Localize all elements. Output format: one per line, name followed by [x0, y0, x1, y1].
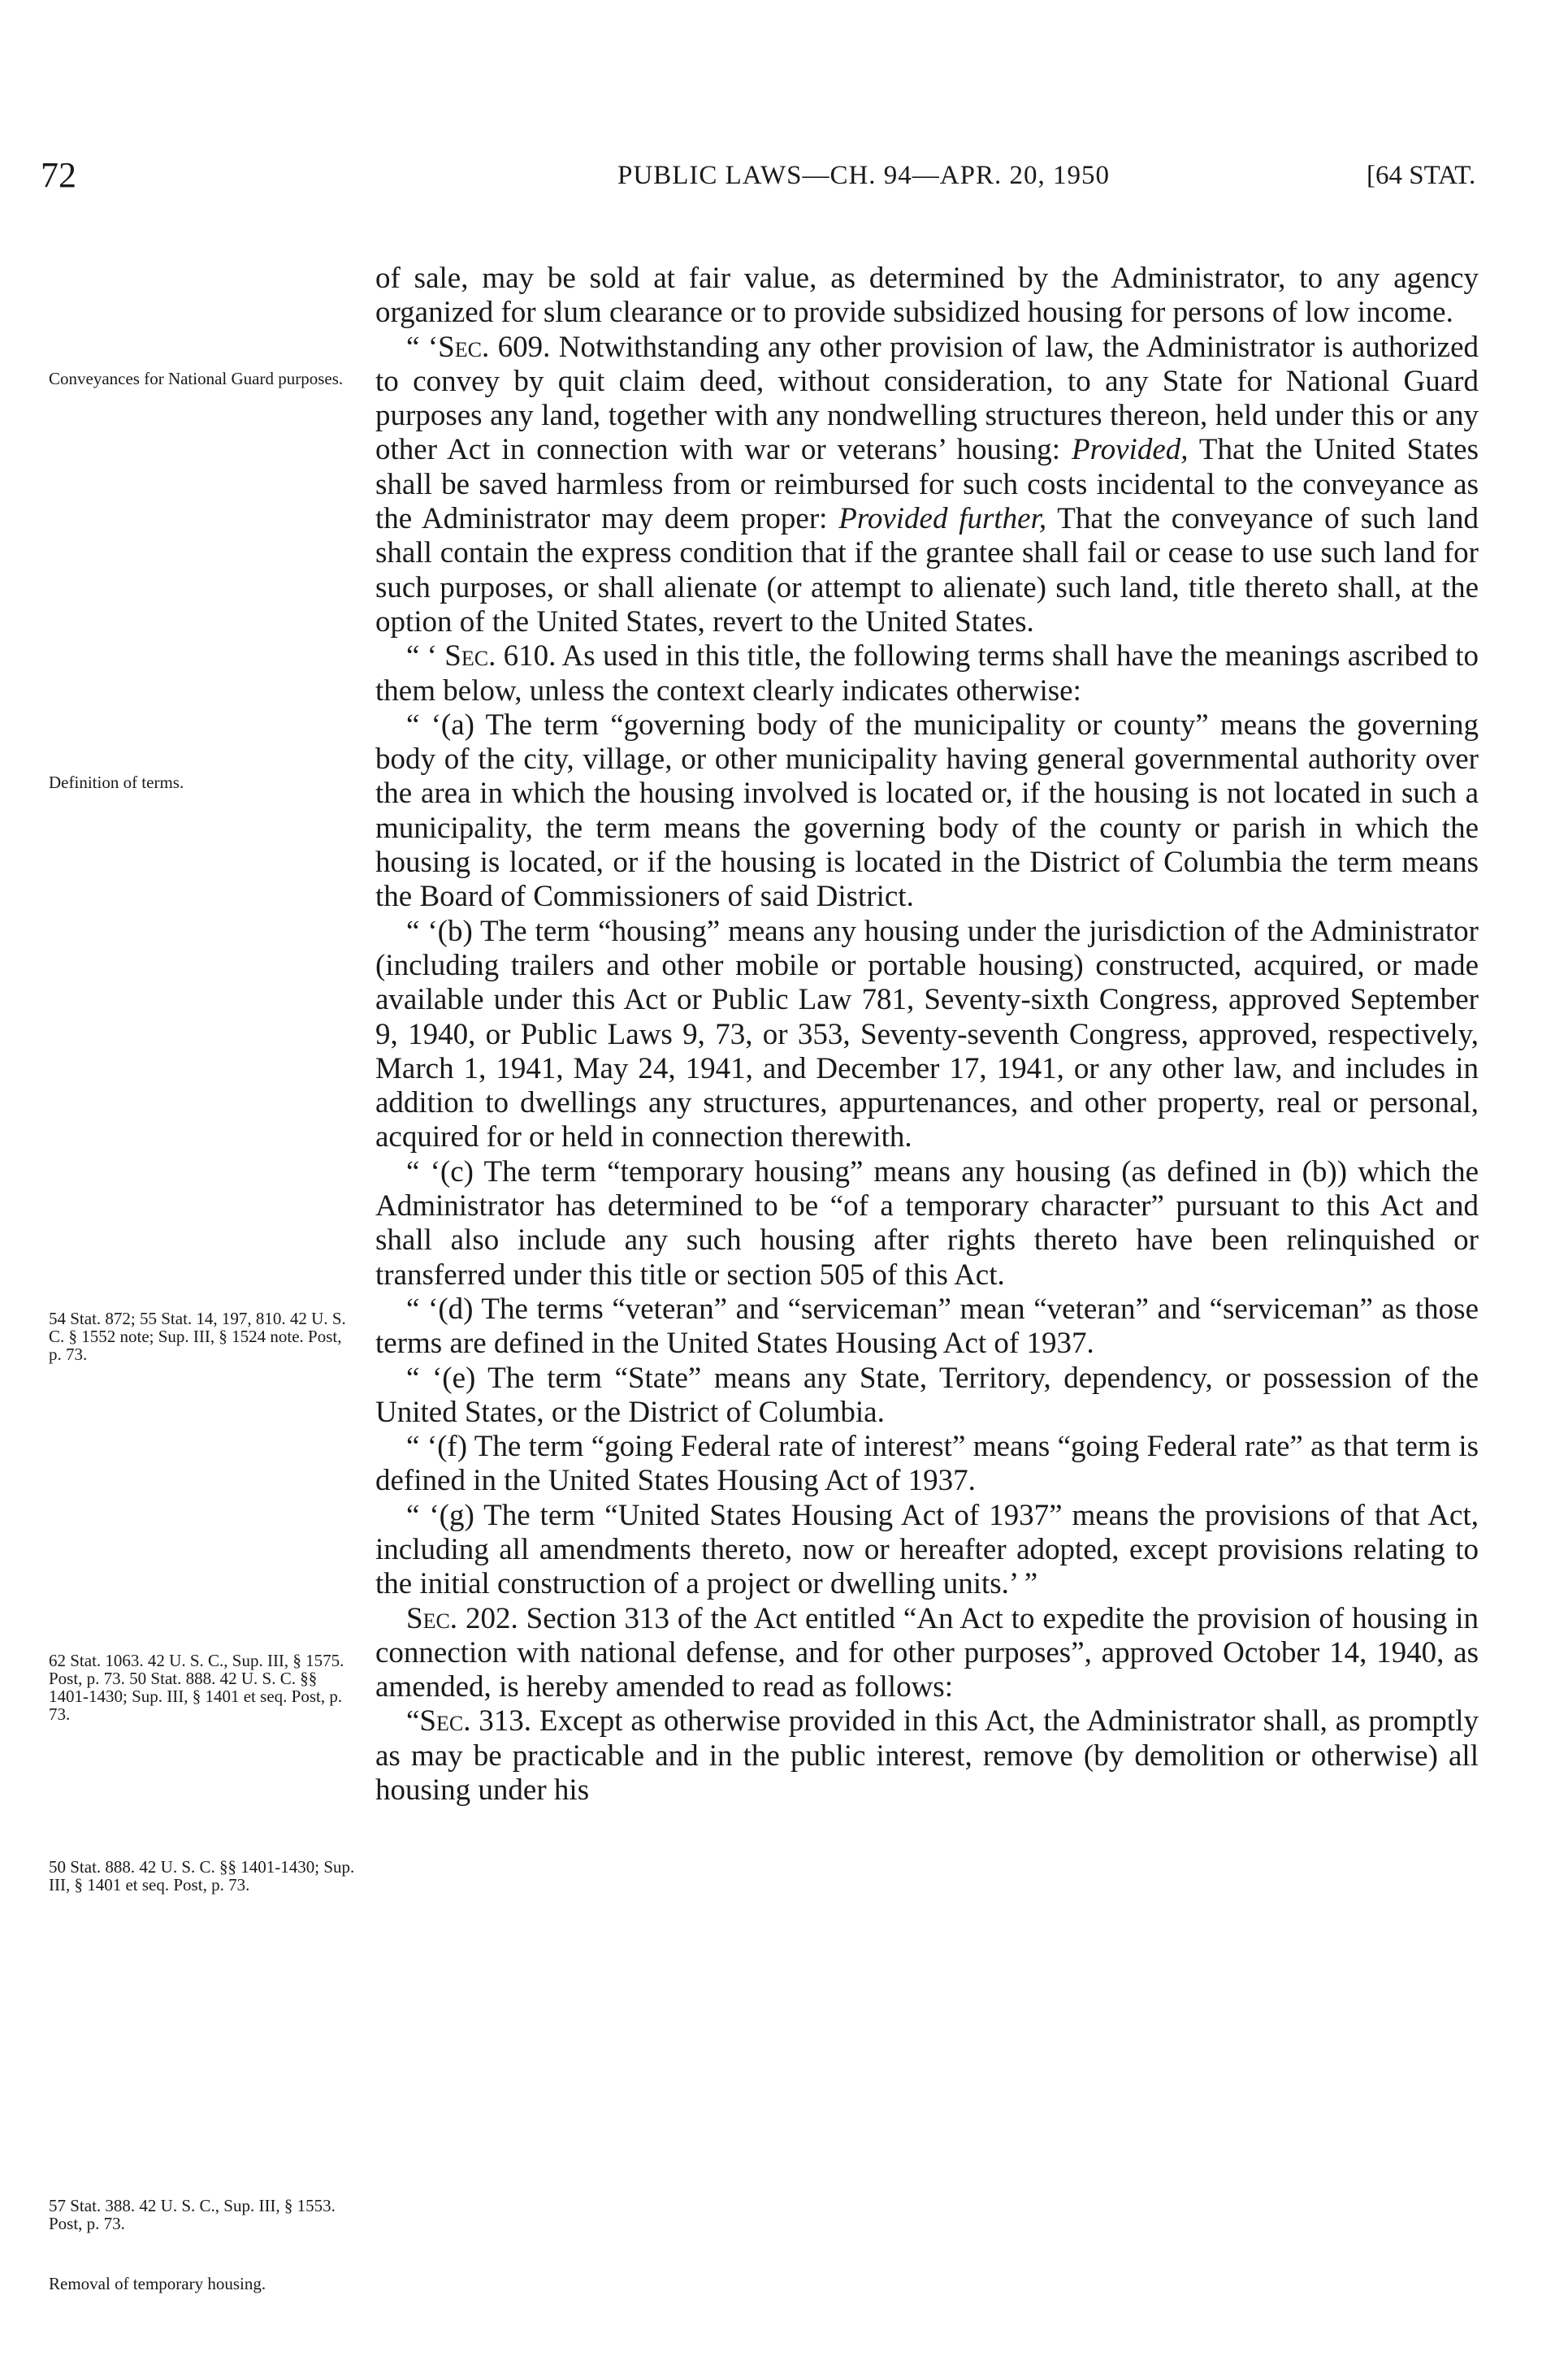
margin-note-removal: Removal of temporary housing.	[49, 2274, 266, 2293]
volume-reference: [64 STAT.	[1367, 161, 1476, 190]
section-610-text: As used in this title, the following terms shall have the meanings ascribed to them below, unless the context clearly indicates otherwise:	[375, 639, 1479, 708]
main-text	[375, 262, 1479, 1808]
definition-e: “ ‘(e) The term “State” means any State, Territory, dependency, or possession of the United States, or the District of Columbia.	[375, 1361, 1479, 1429]
section-610-label: “ ‘ Sec. 610.	[406, 639, 557, 673]
page-number: 72	[41, 155, 76, 195]
margin-note-citation-f: 50 Stat. 888. 42 U. S. C. §§ 1401-1430; Sup. III, § 1401 et seq. Post, p. 73.	[49, 1857, 355, 1895]
margin-note-citation-c: 62 Stat. 1063. 42 U. S. C., Sup. III, § 1575. Post, p. 73. 50 Stat. 888. 42 U. S. C. §§ 1401-1430; Sup. III, § 1401 et seq. Post, p. 73.	[49, 1651, 344, 1724]
definition-d: “ ‘(d) The terms “veteran” and “serviceman” mean “veteran” and “serviceman” as those terms are defined in the United States Housing Act of 1937.	[375, 1292, 1479, 1361]
margin-note-conveyances: Conveyances for National Guard purposes.	[49, 369, 344, 388]
section-202-label: Sec. 202.	[406, 1601, 518, 1635]
section-313	[375, 1704, 1479, 1808]
section-609-text-3: That the conveyance of such land shall contain the express condition that if the grantee shall fail or cease to use such land for such purposes, or shall alienate (or attempt to alienate) such land, title thereto shall, at the option of the United States, revert to the United States.	[375, 502, 1479, 639]
section-313-label: “Sec. 313.	[406, 1704, 532, 1739]
margin-note-citation-313: 57 Stat. 388. 42 U. S. C., Sup. III, § 1553. Post, p. 73.	[49, 2196, 336, 2233]
section-202-text: Section 313 of the Act entitled “An Act to expedite the provision of housing in connection with national defense, and for other purposes”, approved October 14, 1940, as amended, is hereby amended to read as follows:	[375, 1601, 1479, 1704]
margin-note-definition: Definition of terms.	[49, 773, 184, 792]
definition-g: “ ‘(g) The term “United States Housing Act of 1937” means the provisions of that Act, including all amendments thereto, now or hereafter adopted, except provisions relating to the initial construction of a project or dwelling units.’ ”	[375, 1498, 1479, 1601]
section-609-text: Notwithstanding any other provision of law, the Administrator is authorized to convey by quit claim deed, without consideration, to any State for National Guard purposes any land, together with any nondwelling structures thereon, held under this or any other Act in connection with war or veterans’ housing:	[375, 330, 1479, 467]
section-609-label: “ ‘Sec. 609.	[406, 330, 551, 364]
definition-a: “ ‘(a) The term “governing body of the municipality or county” means the governing body of the city, village, or other municipality having general governmental authority over the area in which the housing involved is located or, if the housing is not located in such a municipality, the term means the governing body of the county or parish in which the housing is located, or if the housing is located in the District of Columbia the term means the Board of Commissioners of said District.	[375, 708, 1479, 914]
section-610	[375, 639, 1479, 708]
proviso-1: Provided,	[1072, 433, 1189, 467]
margin-note-citation-b: 54 Stat. 872; 55 Stat. 14, 197, 810. 42 U. S. C. § 1552 note; Sup. III, § 1524 note. Post, p. 73.	[49, 1309, 346, 1364]
section-609	[375, 331, 1479, 640]
section-609-text-2: That the United States shall be saved harmless from or reimbursed for such costs incidental to the conveyance as the Administrator may deem proper:	[375, 433, 1479, 536]
paragraph-continuation: of sale, may be sold at fair value, as determined by the Administrator, to any agency organized for slum clearance or to provide subsidized housing for persons of low income.	[375, 262, 1479, 330]
definition-f: “ ‘(f) The term “going Federal rate of interest” means “going Federal rate” as that term is defined in the United States Housing Act of 1937.	[375, 1430, 1479, 1498]
page-header	[0, 154, 1568, 203]
running-title: PUBLIC LAWS—CH. 94—APR. 20, 1950	[617, 161, 1110, 190]
definition-b: “ ‘(b) The term “housing” means any housing under the jurisdiction of the Administrator (including trailers and other mobile or portable housing) constructed, acquired, or made available under this Act or Public Law 781, Seventy-sixth Congress, approved September 9, 1940, or Public Laws 9, 73, or 353, Seventy-seventh Congress, approved, respectively, March 1, 1941, May 24, 1941, and December 17, 1941, or any other law, and includes in addition to dwellings any structures, appurtenances, and other property, real or personal, acquired for or held in connection therewith.	[375, 914, 1479, 1154]
proviso-2: Provided further,	[838, 502, 1047, 536]
section-313-text: Except as otherwise provided in this Act, the Administrator shall, as promptly as may be practicable and in the public interest, remove (by demolition or otherwise) all housing under his	[375, 1704, 1479, 1808]
section-202	[375, 1602, 1479, 1705]
definition-c: “ ‘(c) The term “temporary housing” means any housing (as defined in (b)) which the Administrator has determined to be “of a temporary character” pursuant to this Act and shall also include any such housing after rights thereto have been relinquished or transferred under this title or section 505 of this Act.	[375, 1154, 1479, 1292]
